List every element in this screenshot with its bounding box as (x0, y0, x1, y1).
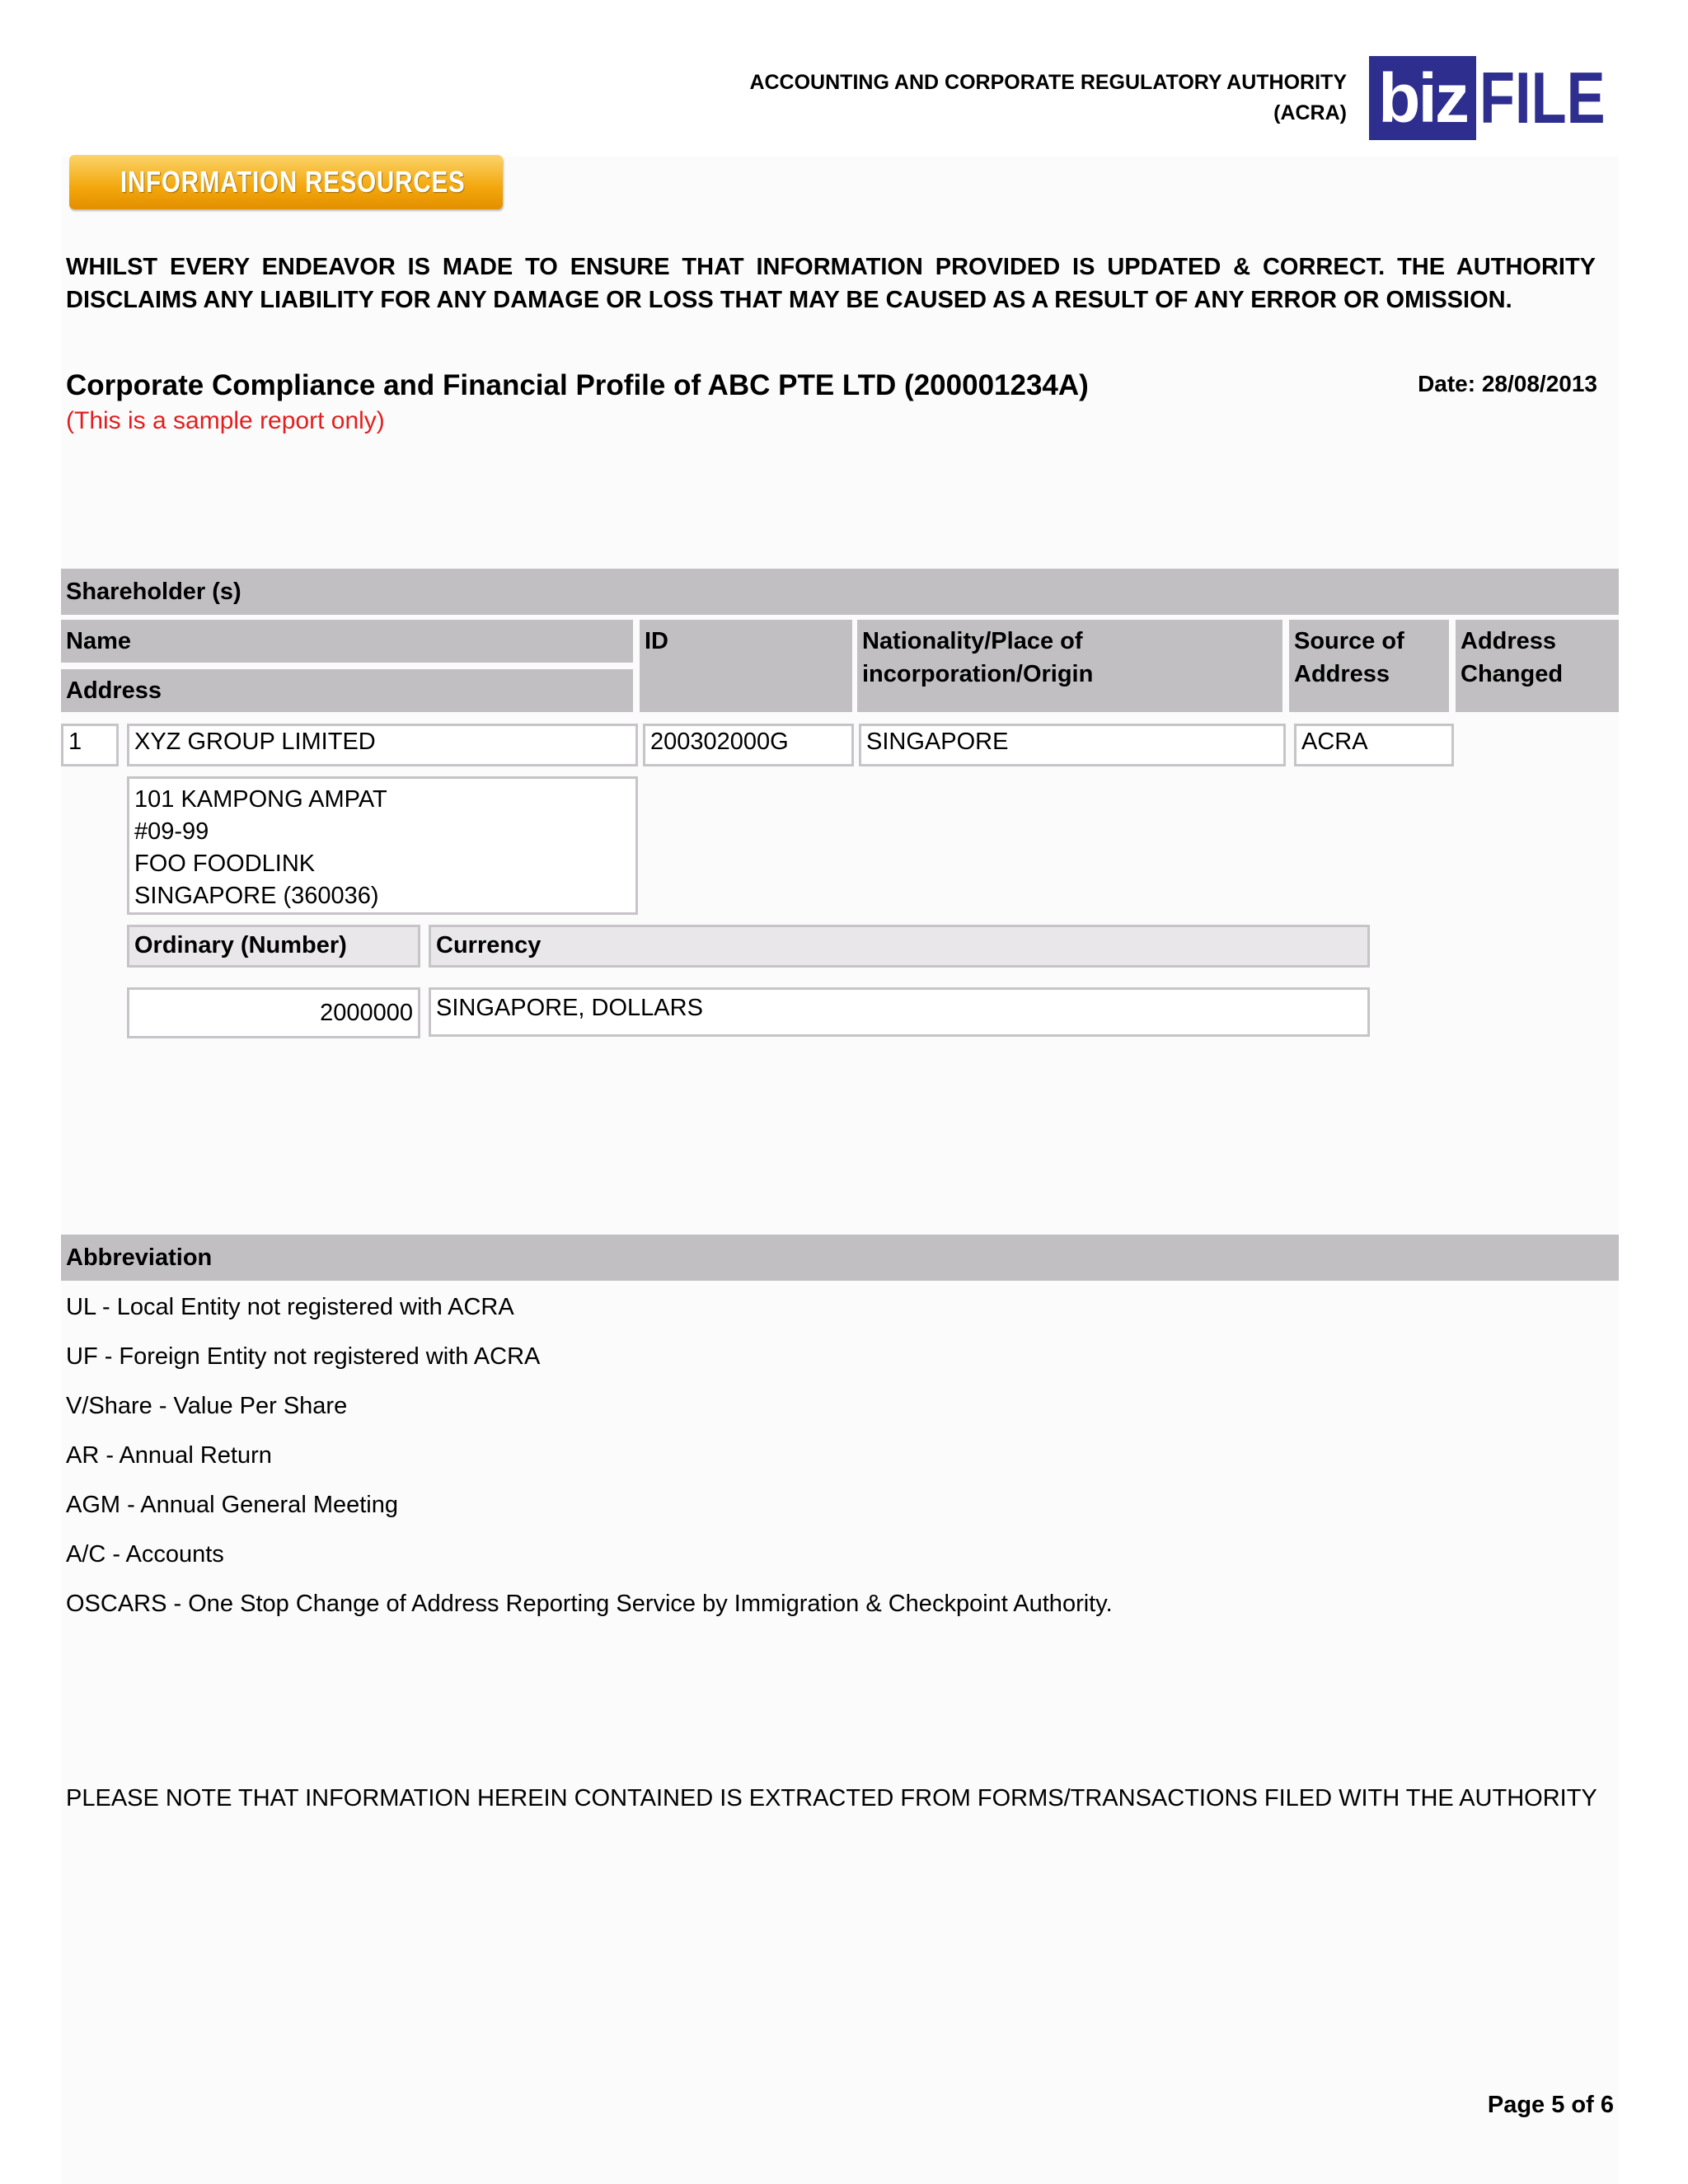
disclaimer-text: WHILST EVERY ENDEAVOR IS MADE TO ENSURE THAT INFORMATION PROVIDED IS UPDATED & CORRECT. THE AUTHORITY DISCLAIMS ANY LIABILITY FOR ANY DAMAGE OR LOSS THAT MAY BE CAUSED AS A RESULT OF ANY ERROR OR OMISSION. (66, 254, 1596, 313)
address-line-1: 101 KAMPONG AMPAT (134, 786, 387, 813)
logo-biz: biz (1369, 56, 1476, 140)
col-header-nationality-line-1: Nationality/Place of (862, 628, 1083, 654)
col-header-changed-line-1: Address (1461, 628, 1557, 654)
abbreviation-item: AGM - Annual General Meeting (66, 1492, 398, 1518)
information-resources-banner (69, 155, 503, 209)
abbreviation-item: V/Share - Value Per Share (66, 1393, 348, 1419)
content-panel (61, 157, 1619, 2184)
col-header-address: Address (61, 669, 633, 712)
address-line-2: #09-99 (134, 818, 209, 845)
abbreviation-item: A/C - Accounts (66, 1541, 224, 1568)
footer-note: PLEASE NOTE THAT INFORMATION HEREIN CONTAINED IS EXTRACTED FROM FORMS/TRANSACTIONS FILED WITH THE AUTHORITY (66, 1785, 1597, 1811)
shareholder-id: 200302000G (643, 724, 854, 766)
abbreviation-item: AR - Annual Return (66, 1442, 272, 1469)
abbreviation-item: UL - Local Entity not registered with ACRA (66, 1294, 514, 1320)
sample-note: (This is a sample report only) (66, 407, 385, 434)
abbreviation-section-header: Abbreviation (61, 1235, 1619, 1281)
col-header-source-line-2: Address (1294, 661, 1390, 687)
abbreviation-item: OSCARS - One Stop Change of Address Reporting Service by Immigration & Checkpoint Authority. (66, 1591, 1113, 1617)
report-title: Corporate Compliance and Financial Profile of ABC PTE LTD (200001234A) (66, 369, 1089, 401)
report-date: Date: 28/08/2013 (1418, 371, 1597, 396)
abbreviation-item: UF - Foreign Entity not registered with ACRA (66, 1343, 541, 1370)
shareholder-name: XYZ GROUP LIMITED (127, 724, 638, 766)
col-header-source (1289, 620, 1449, 712)
page-number: Page 5 of 6 (1487, 2092, 1614, 2118)
authority-line-2: (ACRA) (1273, 101, 1347, 124)
col-header-nationality-line-2: incorporation/Origin (862, 661, 1094, 687)
shares-currency: SINGAPORE, DOLLARS (429, 987, 1370, 1037)
col-header-source-line-1: Source of (1294, 628, 1404, 654)
bizfile-logo (1364, 53, 1606, 148)
col-header-id: ID (640, 620, 852, 712)
shareholder-section-header: Shareholder (s) (61, 569, 1619, 615)
shareholder-nationality: SINGAPORE (859, 724, 1286, 766)
shareholder-address (127, 776, 638, 915)
col-header-changed-line-2: Changed (1461, 661, 1564, 687)
shares-header-currency: Currency (429, 925, 1370, 968)
address-line-3: FOO FOODLINK (134, 851, 316, 877)
col-header-address-changed (1456, 620, 1619, 712)
shareholder-row-index: 1 (61, 724, 119, 766)
authority-line-1: ACCOUNTING AND CORPORATE REGULATORY AUTHORITY (749, 71, 1347, 94)
address-line-4: SINGAPORE (360036) (134, 883, 379, 909)
banner-label: INFORMATION RESOURCES (120, 165, 466, 199)
shareholder-address-source: ACRA (1294, 724, 1454, 766)
logo-file: FILE (1479, 57, 1606, 138)
shares-header-ordinary: Ordinary (Number) (127, 925, 420, 968)
col-header-nationality (857, 620, 1282, 712)
authority-name (749, 68, 1347, 129)
col-header-name: Name (61, 620, 633, 663)
shares-ordinary-number: 2000000 (127, 987, 420, 1038)
